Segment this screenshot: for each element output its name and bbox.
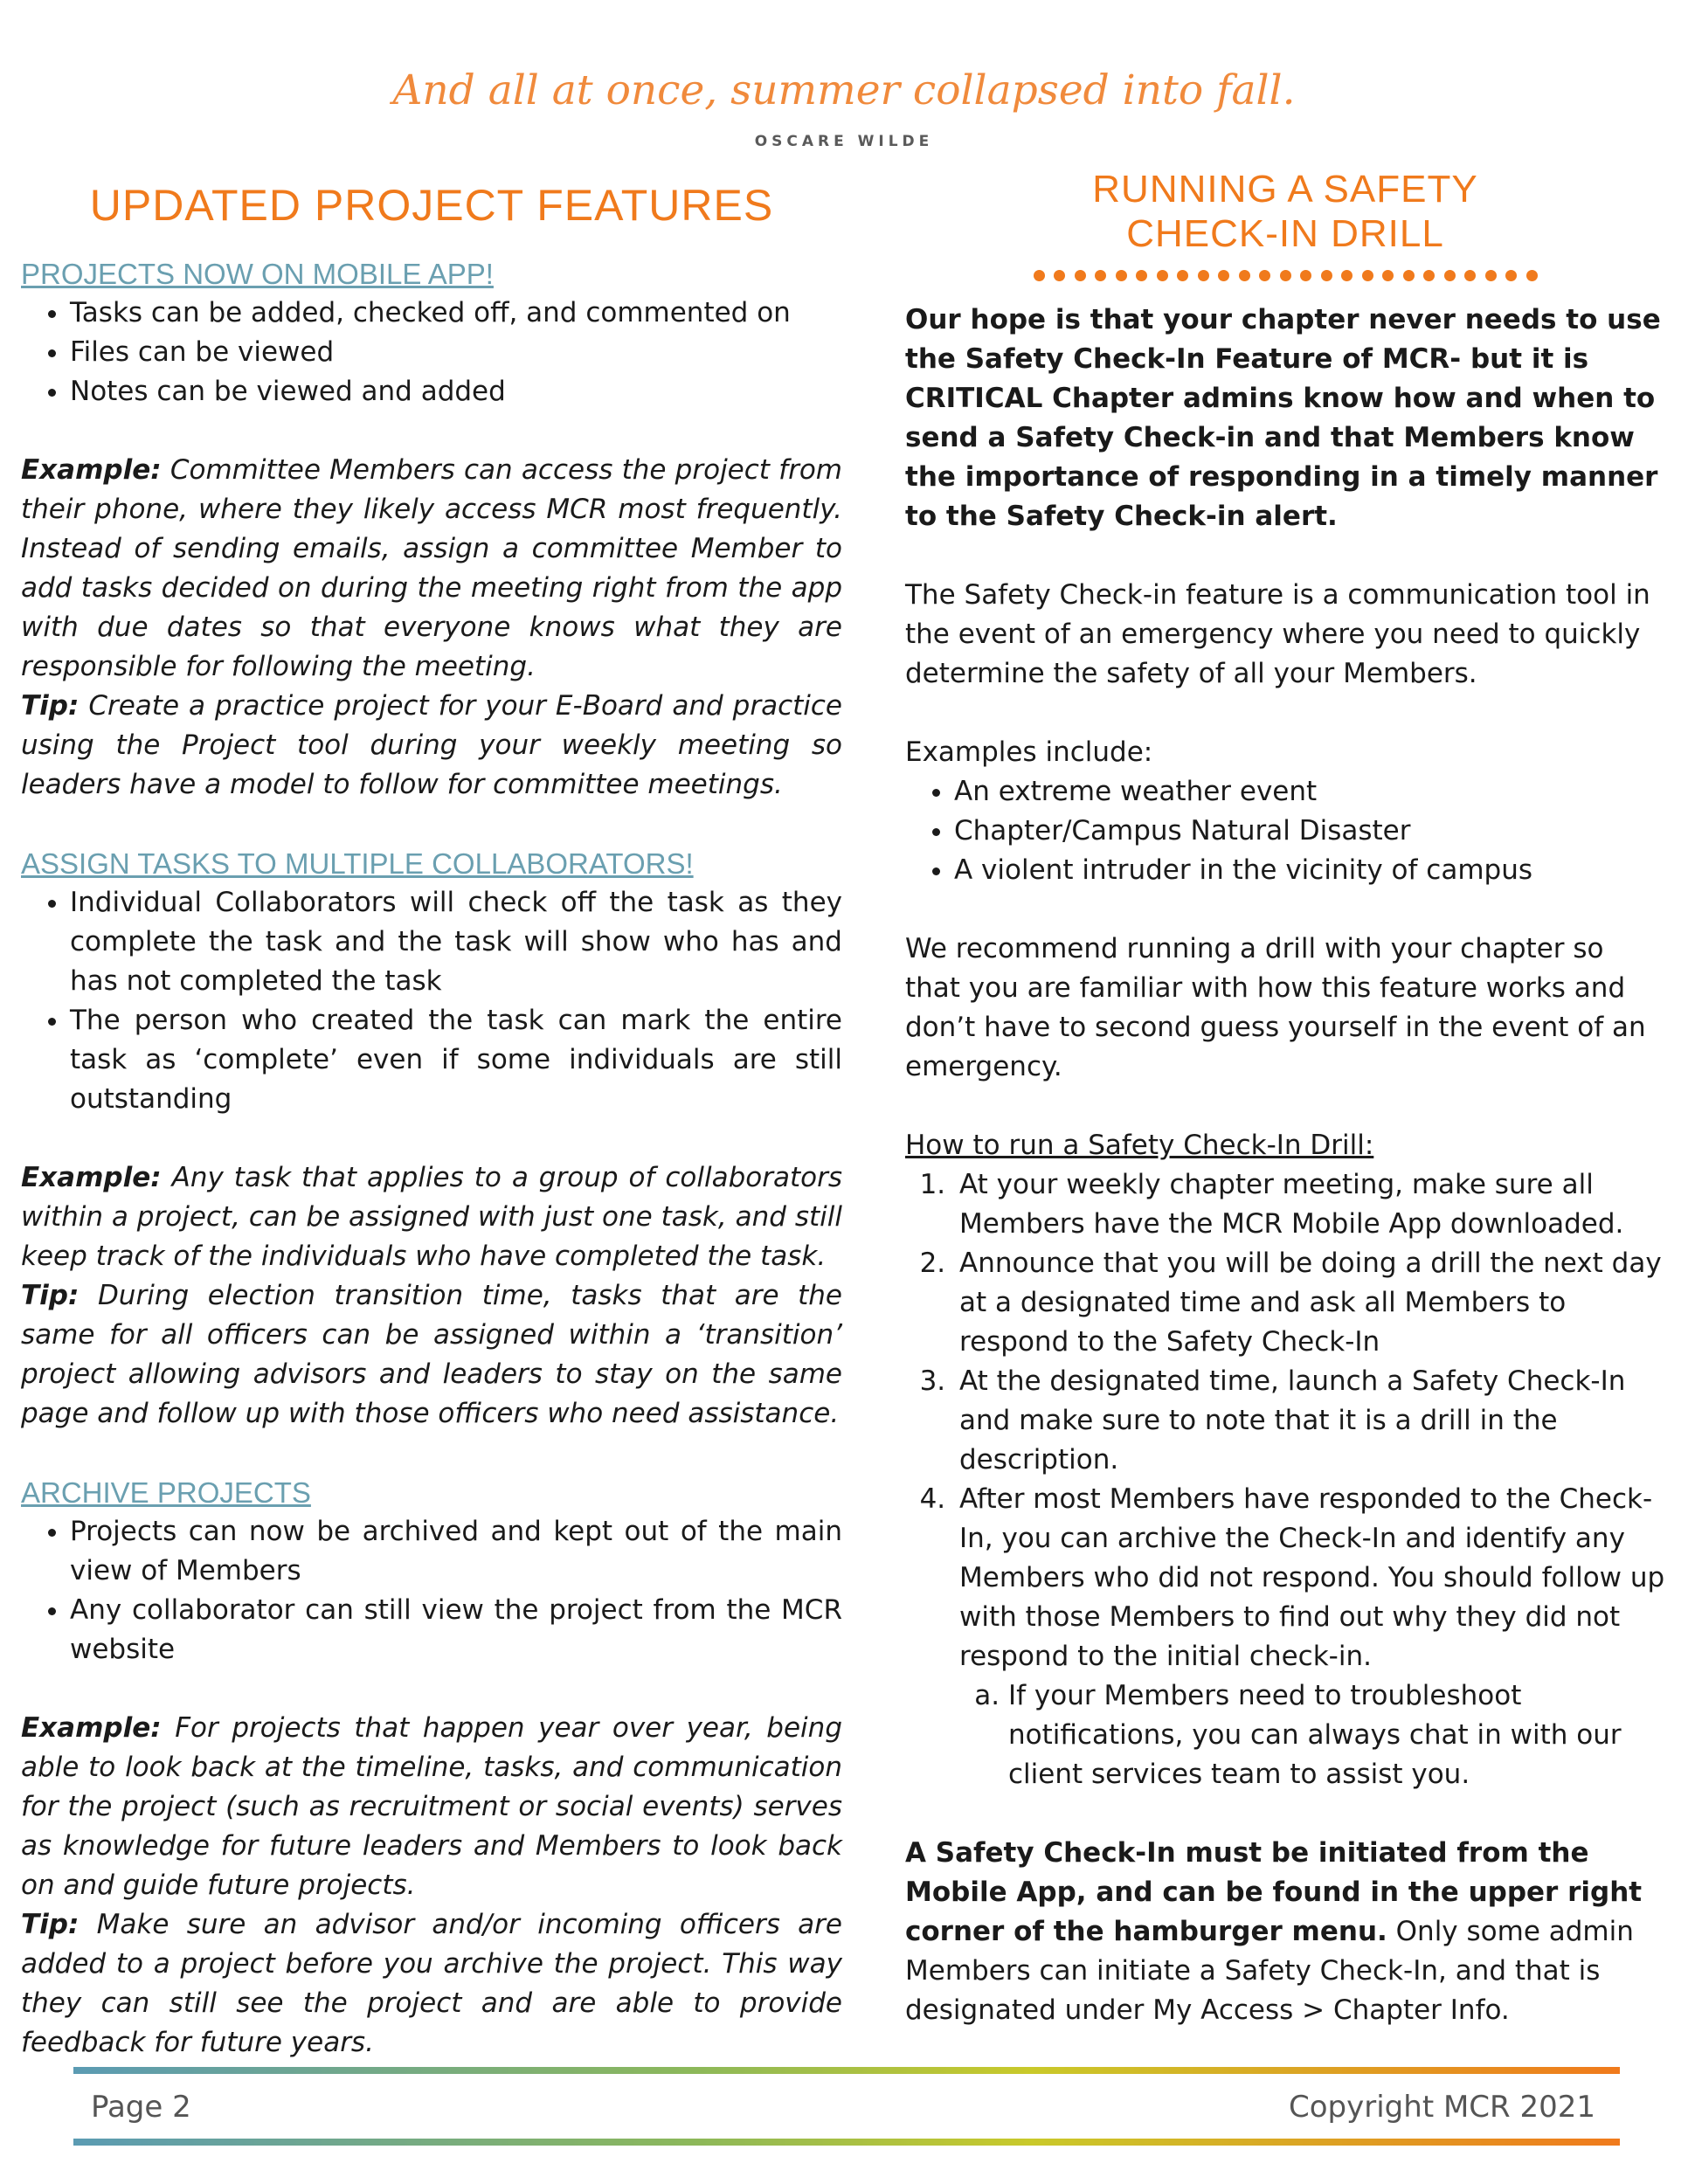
tip-text: During election transition time, tasks that are the same for all officers can be assigned within a ‘transition’ project allowing advisors and leaders to stay on the same page and follow up with those officers who need assistance. [21, 1280, 842, 1429]
divider-dot [1116, 270, 1127, 281]
tip-text: Make sure an advisor and/or incoming officers are added to a project before you archive the project. This way they can still see the project and are able to provide feedback for future years. [21, 1909, 842, 2058]
divider-dot [1034, 270, 1045, 281]
divider-dot [1321, 270, 1332, 281]
example-paragraph [21, 1709, 842, 1905]
example-label: Example: [21, 1162, 162, 1193]
tip-label: Tip: [21, 1909, 80, 1940]
copyright: Copyright MCR 2021 [1289, 2090, 1595, 2125]
list-item: • Chapter/Campus Natural Disaster [954, 812, 1665, 851]
divider-dot [1280, 270, 1291, 281]
mobile-features-list [21, 294, 842, 411]
left-title: UPDATED PROJECT FEATURES [89, 181, 774, 230]
list-item: • Individual Collaborators will check off the task as they complete the task and the task will show who has and has not completed the task [70, 883, 842, 1001]
examples-list [905, 772, 1665, 890]
final-paragraph [905, 1834, 1665, 2030]
divider-dot [1464, 270, 1476, 281]
divider-dot [1054, 270, 1065, 281]
divider-dot [1505, 270, 1517, 281]
final-text: Only some admin Members can initiate a Safety Check-In, and that is designated under My Access > Chapter Info. [905, 1916, 1634, 2027]
list-item: • Notes can be viewed and added [70, 372, 842, 411]
section-heading-mobile: PROJECTS NOW ON MOBILE APP! [21, 258, 494, 290]
left-column [21, 175, 842, 2063]
example-label: Example: [21, 1712, 162, 1744]
section-heading-collaborators: ASSIGN TASKS TO MULTIPLE COLLABORATORS! [21, 847, 694, 880]
example-paragraph [21, 451, 842, 687]
list-item: • The person who created the task can mark the entire task as ‘complete’ even if some individuals are still outstanding [70, 1001, 842, 1119]
section-heading-archive: ARCHIVE PROJECTS [21, 1476, 311, 1509]
list-item: 2. Announce that you will be doing a drill the next day at a designated time and ask all Members to respond to the Safety Check-In [954, 1244, 1665, 1362]
archive-list [21, 1512, 842, 1669]
substeps-list [959, 1676, 1665, 1794]
list-item: • An extreme weather event [954, 772, 1665, 812]
divider-dot [1444, 270, 1456, 281]
divider-dot [1300, 270, 1311, 281]
divider-dot [1239, 270, 1250, 281]
list-item: • Files can be viewed [70, 333, 842, 372]
list-item: • A violent intruder in the vicinity of campus [954, 851, 1665, 890]
tip-label: Tip: [21, 690, 80, 722]
divider-dot [1095, 270, 1106, 281]
divider-dot [1423, 270, 1435, 281]
divider-dot [1218, 270, 1229, 281]
quote-text: And all at once, summer collapsed into fall. [392, 66, 1296, 114]
footer-rule-top [73, 2067, 1620, 2074]
divider-dot [1403, 270, 1415, 281]
examples-label: Examples include: [905, 736, 1153, 769]
dotted-divider [905, 270, 1665, 281]
right-title [905, 168, 1665, 256]
example-text: Committee Members can access the project from their phone, where they likely access MCR most frequently. Instead of sending emails, assign a committee Member to add tasks decided on during the meeting right from the app with due dates so that everyone knows what they are responsible for following the meeting. [21, 454, 842, 682]
right-column [905, 168, 1665, 2030]
step-text: After most Members have responded to the Check-In, you can archive the Check-In and identify any Members who did not respond. You should follow up with those Members to find out why they did not respond to the initial check-in. [959, 1483, 1665, 1673]
list-item: 1. At your weekly chapter meeting, make sure all Members have the MCR Mobile App downloaded. [954, 1165, 1665, 1244]
example-text: Any task that applies to a group of collaborators within a project, can be assigned with just one task, and still keep track of the individuals who have completed the task. [21, 1162, 842, 1272]
divider-dot [1341, 270, 1352, 281]
drill-steps-list [905, 1165, 1665, 1794]
divider-dot [1157, 270, 1168, 281]
recommend-paragraph: We recommend running a drill with your chapter so that you are familiar with how this feature works and don’t have to second guess yourself in the event of an emergency. [905, 933, 1646, 1083]
tip-paragraph [21, 1905, 842, 2063]
example-label: Example: [21, 454, 162, 486]
example-text: For projects that happen year over year, being able to look back at the timeline, tasks, and communication for the project (such as recruitment or social events) serves as knowledge for future leaders and Members to look back on and guide future projects. [21, 1712, 842, 1901]
list-item: 3. At the designated time, launch a Safety Check-In and make sure to note that it is a drill in the description. [954, 1362, 1665, 1480]
right-title-line1: RUNNING A SAFETY [1092, 168, 1478, 211]
tip-label: Tip: [21, 1280, 80, 1311]
final-bold-text: A Safety Check-In must be initiated from the Mobile App, and can be found in the upper right corner of the hamburger menu. [905, 1837, 1643, 1948]
example-paragraph [21, 1158, 842, 1276]
list-item: • Any collaborator can still view the project from the MCR website [70, 1591, 842, 1669]
divider-dot [1136, 270, 1147, 281]
divider-dot [1382, 270, 1394, 281]
list-item [954, 1480, 1665, 1794]
feature-paragraph: The Safety Check-in feature is a communication tool in the event of an emergency where you need to quickly determine the safety of all your Members. [905, 579, 1650, 690]
list-item: • Projects can now be archived and kept out of the main view of Members [70, 1512, 842, 1591]
tip-paragraph [21, 687, 842, 805]
divider-dot [1362, 270, 1373, 281]
intro-paragraph: Our hope is that your chapter never needs to use the Safety Check-In Feature of MCR- but it is CRITICAL Chapter admins know how and when to send a Safety Check-in and that Members know the importance of responding in a timely manner to the Safety Check-in alert. [905, 304, 1661, 533]
divider-dot [1198, 270, 1209, 281]
divider-dot [1177, 270, 1188, 281]
divider-dot [1485, 270, 1497, 281]
list-item: • Tasks can be added, checked off, and commented on [70, 294, 842, 333]
list-item: a. If your Members need to troubleshoot notifications, you can always chat in with our client services team to assist you. [1008, 1676, 1665, 1794]
collaborators-list [21, 883, 842, 1119]
page-number: Page 2 [91, 2090, 191, 2125]
footer-rule-bottom [73, 2139, 1620, 2146]
divider-dot [1259, 270, 1270, 281]
quote-author: OSCARE WILDE [754, 133, 934, 150]
divider-dot [1075, 270, 1086, 281]
tip-paragraph [21, 1276, 842, 1434]
divider-dot [1526, 270, 1538, 281]
tip-text: Create a practice project for your E-Board and practice using the Project tool during your weekly meeting so leaders have a model to follow for committee meetings. [21, 690, 842, 800]
right-title-line2: CHECK-IN DRILL [1126, 211, 1444, 255]
howto-heading: How to run a Safety Check-In Drill: [905, 1130, 1374, 1162]
